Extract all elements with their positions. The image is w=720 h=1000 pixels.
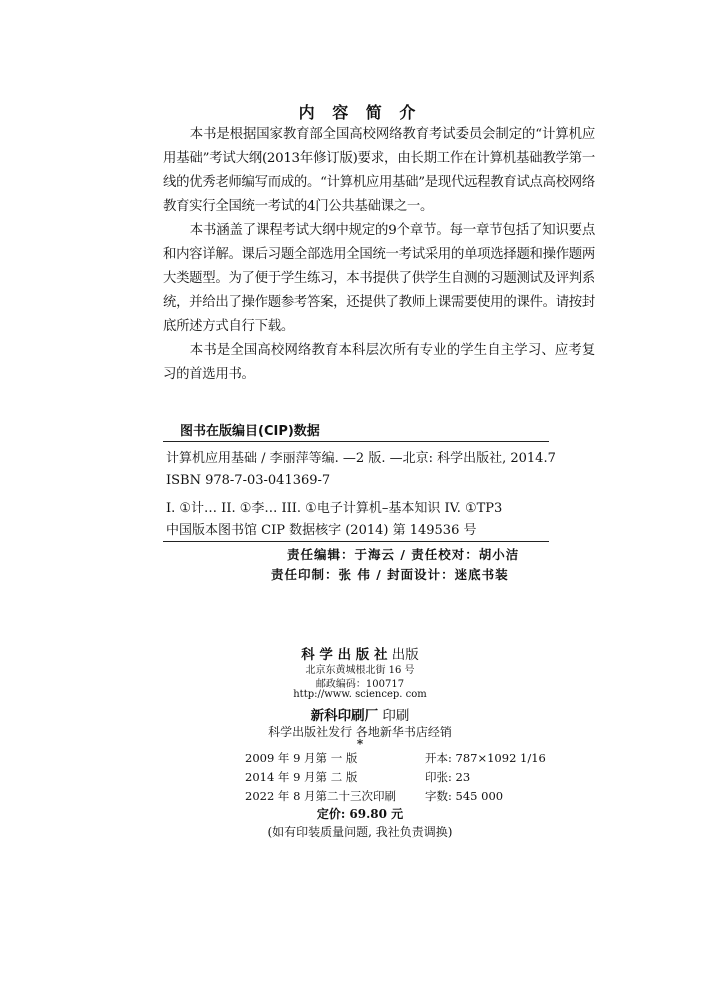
impression-row [245, 750, 546, 766]
cip-heading: 图书在版编目(CIP)数据 [180, 424, 320, 439]
impression-spec: 印张: 23 [425, 770, 471, 784]
quality-note: (如有印装质量问题, 我社负责调换) [267, 825, 453, 839]
distribution-line: 科学出版社发行 各地新华书店经销 [268, 725, 452, 739]
impression-edition: 2009 年 9 月第 一 版 [245, 751, 358, 765]
impression-spec: 开本: 787×1092 1/16 [425, 751, 546, 765]
separator-star: * [356, 737, 364, 751]
publisher-postcode: 邮政编码：100717 [315, 679, 405, 690]
summary-paragraph: 本书是全国高校网络教育本科层次所有专业的学生自主学习、应考复习的首选用书。 [163, 343, 595, 382]
publisher-name: 科 学 出 版 社 [301, 647, 388, 663]
publisher-website: http://www. sciencep. com [293, 689, 427, 700]
printer-name: 新科印刷厂 [310, 708, 379, 724]
editor-credits: 责任编辑：于海云 / 责任校对：胡小洁 [287, 547, 520, 562]
cip-top-rule [163, 441, 549, 442]
summary-paragraph: 本书涵盖了课程考试大纲中规定的9个章节。每一章节包括了知识要点和内容详解。课后习题全部选用全国统一考试采用的单项选择题和操作题两大类题型。为了便于学生练习，本书提供了供学生自测的习题测试及评判系统，并给出了操作题参考答案，还提供了教师上课需要使用的课件。请按封底所述方式自行下载。 [163, 223, 595, 334]
printer-suffix: 印刷 [378, 708, 410, 724]
summary-body [163, 123, 595, 387]
publisher-suffix: 出版 [387, 647, 419, 663]
impression-spec: 字数: 545 000 [425, 789, 504, 803]
page-title: 内 容 简 介 [298, 103, 422, 122]
impression-edition: 2014 年 9 月第 二 版 [245, 770, 358, 784]
cip-line: ISBN 978-7-03-041369-7 [166, 473, 331, 488]
impression-row [245, 769, 470, 785]
cip-line: 中国版本图书馆 CIP 数据核字 (2014) 第 149536 号 [166, 523, 477, 538]
price: 定价: 69.80 元 [316, 807, 404, 821]
printer-line [0, 704, 720, 724]
impression-row [245, 788, 503, 804]
publisher-address: 北京东黄城根北街 16 号 [305, 665, 415, 676]
summary-paragraph: 本书是根据国家教育部全国高校网络教育考试委员会制定的“计算机应用基础”考试大纲(2013年修订版)要求，由长期工作在计算机基础教学第一线的优秀老师编写而成的。“计算机应用基础”是现代远程教育试点高校网络教育实行全国统一考试的4门公共基础课之一。 [163, 127, 595, 214]
cip-line: 计算机应用基础 / 李丽萍等编. —2 版. —北京: 科学出版社, 2014.7 [166, 451, 556, 466]
impression-edition: 2022 年 8 月第二十三次印刷 [245, 789, 397, 803]
publisher-line [0, 643, 720, 663]
cip-line: I. ①计… II. ①李… III. ①电子计算机–基本知识 IV. ①TP3 [166, 501, 503, 516]
cip-bottom-rule [163, 541, 549, 542]
production-credits: 责任印制：张 伟 / 封面设计：迷底书装 [271, 567, 509, 582]
